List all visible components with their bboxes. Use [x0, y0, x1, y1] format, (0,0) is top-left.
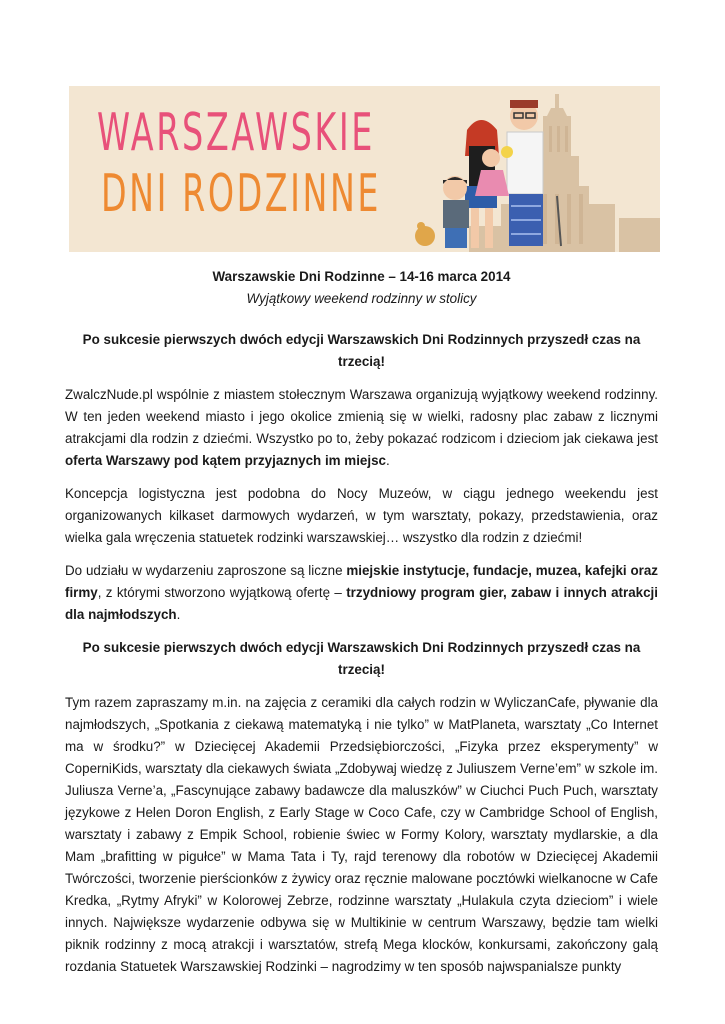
document-body — [65, 266, 658, 989]
paragraph-bold: miejskie instytucje, fundacje, muzea, kafejki oraz firmy — [65, 563, 658, 600]
paragraph-bold: trzydniowy program gier, zabaw i innych atrakcji dla najmłodszych — [65, 585, 659, 622]
document-subtitle: Wyjątkowy weekend rodzinny w stolicy — [246, 291, 477, 306]
paragraph-concept: Koncepcja logistyczna jest podobna do Nocy Muzeów, w ciągu jednego weekendu jest organizowanych kilkaset darmowych wydarzeń, w tym warsztaty, pokazy, przedstawienia, oraz wielka gala wręczenia statuetek rodzinki warszawskiej… wszystko dla rodzin z dziećmi! — [65, 486, 658, 545]
banner-illustration — [69, 86, 660, 252]
paragraph-intro — [65, 384, 658, 472]
paragraph-bold: oferta Warszawy pod kątem przyjaznych im miejsc — [65, 453, 386, 468]
section-heading: Po sukcesie pierwszych dwóch edycji Warszawskich Dni Rodzinnych przyszedł czas na trzecią! — [82, 332, 641, 369]
section-heading: Po sukcesie pierwszych dwóch edycji Warszawskich Dni Rodzinnych przyszedł czas na trzecią! — [82, 640, 641, 677]
paragraph-text: Do udziału w wydarzeniu zaproszone są liczne — [65, 563, 347, 578]
header-banner — [69, 86, 660, 252]
logo-line1: WARSZAWSKIE — [97, 103, 375, 163]
paragraph-text: . — [386, 453, 390, 468]
document-title: Warszawskie Dni Rodzinne – 14-16 marca 2014 — [212, 269, 511, 284]
paragraph-text: ZwalczNude.pl wspólnie z miastem stołecznym Warszawa organizują wyjątkowy weekend rodzinny. W ten jeden weekend miasto i jego okolice zmienią się w wielki, radosny plac zabaw z licznymi atrakcjami dla rodzin z dziećmi. Wszystko po to, żeby pokazać rodzicom i dzieciom jak ciekawa jest — [65, 387, 658, 446]
paragraph-text: , z którymi stworzono wyjątkową ofertę – — [97, 585, 347, 600]
paragraph-program: Tym razem zapraszamy m.in. na zajęcia z ceramiki dla całych rodzin w WyliczanCafe, pływanie dla najmłodszych, „Spotkania z ciekawą matematyką i nie tylko” w MatPlaneta, warsztaty „Co Internet ma w środku?” w Dziecięcej Akademii Przedsiębiorczości, „Fizyka przez eksperymenty” w CoperniKids, warsztaty dla ciekawych świata „Zdobywaj wiedzę z Juliuszem Verne’em” w szkole im. Juliusza Verne’a, „Fascynujące zabawy badawcze dla maluszków” w Ciuchci Puch Puch, warsztaty językowe z Helen Doron English, z Early Stage w Coco Cafe, czy w Cambridge School of English, warsztaty i zabawy z Empik School, robienie świec w Formy Kolory, warsztaty mydlarskie, a dla Mam „brafitting w pigułce” w Mama Tata i Ty, rajd terenowy dla robotów w Dziecięcej Akademii Twórczości, tworzenie pierścionków z żywicy oraz ręcznie malowane pocztówki wielkanocne w Cafe Kredka, „Rytmy Afryki” w Kolorowej Zebrze, rodzinne warsztaty „Hulakula czyta dzieciom” i wiele innych. Największe wydarzenie odbywa się w Multikinie w centrum Warszawy, będzie tam wielki piknik rodzinny z mocą atrakcji i warsztatów, strefą Mega klocków, konkursami, zakończony galą rozdania Statuetek Warszawskiej Rodzinki – nagrodzimy w ten sposób najwspanialsze punkty — [65, 695, 658, 974]
logo-line2: DNI RODZINNE — [101, 164, 381, 224]
paragraph-text: . — [176, 607, 181, 622]
paragraph-participants — [65, 560, 658, 626]
